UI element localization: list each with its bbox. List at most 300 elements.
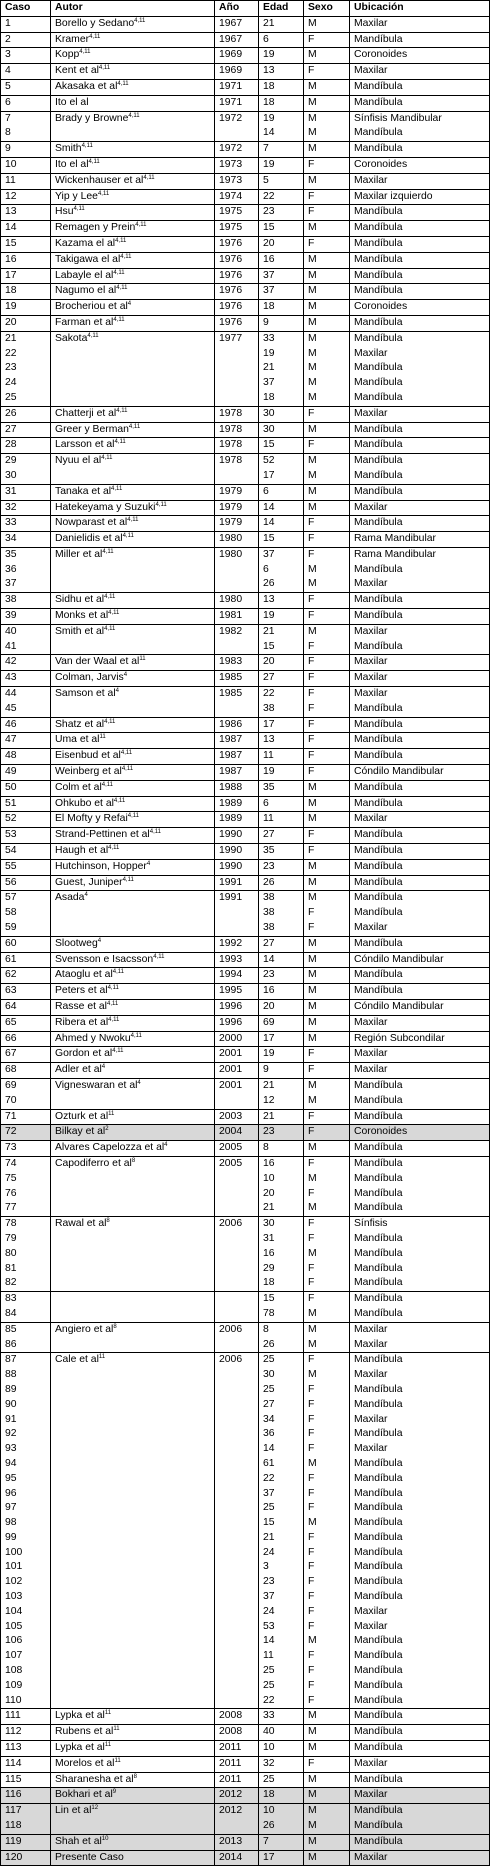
- reference-superscript: 10: [101, 1835, 109, 1842]
- ubicacion-cell-line: Mandíbula: [354, 1079, 403, 1091]
- edad-cell: [259, 484, 304, 500]
- ubicacion-cell-line: Mandíbula: [354, 1502, 403, 1514]
- caso-cell: [1, 252, 51, 268]
- caso-cell-line: 102: [5, 1576, 23, 1588]
- anio-cell: 1969: [215, 64, 259, 80]
- anio-cell: 2012: [215, 1788, 259, 1804]
- edad-cell: [259, 547, 304, 592]
- table-row: [1, 268, 490, 284]
- reference-superscript: 4,11: [116, 407, 128, 414]
- sexo-cell-line: M: [308, 174, 317, 186]
- reference-superscript: 4,11: [108, 610, 120, 617]
- anio-cell: 2008: [215, 1725, 259, 1741]
- caso-cell: [1, 142, 51, 158]
- reference-superscript: 4,11: [97, 190, 110, 197]
- table-row: [1, 284, 490, 300]
- sexo-cell: [304, 624, 350, 655]
- table-row: [1, 952, 490, 968]
- edad-cell: [259, 268, 304, 284]
- edad-cell: [259, 1322, 304, 1353]
- ubicacion-cell-line: Mandíbula: [354, 702, 403, 714]
- caso-cell-line: 52: [5, 813, 17, 825]
- ubicacion-cell-line: Mandíbula: [354, 845, 403, 857]
- sexo-cell-line: F: [308, 656, 315, 668]
- edad-cell: [259, 173, 304, 189]
- caso-cell-line: 19: [5, 301, 17, 313]
- edad-cell-line: 20: [263, 237, 275, 249]
- caso-cell-line: 9: [5, 143, 11, 155]
- anio-cell: 2006: [215, 1353, 259, 1709]
- edad-cell-line: 78: [263, 1307, 275, 1319]
- table-row: [1, 142, 490, 158]
- caso-cell-line: 32: [5, 501, 17, 513]
- sexo-cell: [304, 516, 350, 532]
- author-name: Ito el al: [55, 96, 89, 108]
- caso-cell: [1, 593, 51, 609]
- author-name: Ohkubo et al: [55, 797, 114, 809]
- autor-cell: [51, 1063, 215, 1079]
- reference-superscript: 4: [127, 301, 132, 308]
- anio-cell: 1996: [215, 1015, 259, 1031]
- reference-superscript: 8: [113, 1323, 117, 1330]
- sexo-cell: [304, 142, 350, 158]
- sexo-cell-line: M: [308, 112, 317, 124]
- caso-cell-line: 77: [5, 1202, 17, 1214]
- autor-cell: [51, 765, 215, 781]
- ubicacion-cell-line: Mandíbula: [354, 860, 403, 872]
- ubicacion-cell-line: Mandíbula: [354, 734, 403, 746]
- edad-cell-line: 14: [263, 127, 275, 139]
- caso-cell-line: 7: [5, 112, 11, 124]
- reference-superscript: 4: [164, 1142, 168, 1149]
- reference-superscript: 11: [114, 1757, 121, 1764]
- edad-cell-line: 30: [263, 1369, 275, 1381]
- table-row: [1, 95, 490, 111]
- edad-cell: [259, 422, 304, 438]
- author-name: Nagumo el al: [55, 285, 117, 297]
- sexo-cell: [304, 1015, 350, 1031]
- sexo-cell-line: F: [308, 1218, 315, 1230]
- reference-superscript: 4,11: [120, 750, 133, 757]
- anio-cell: 1980: [215, 532, 259, 548]
- ubicacion-cell: [350, 1141, 490, 1157]
- edad-cell-line: 14: [263, 953, 275, 965]
- ubicacion-cell-line: Mandíbula: [354, 253, 403, 265]
- ubicacion-cell: [350, 16, 490, 32]
- edad-cell: [259, 655, 304, 671]
- sexo-cell-line: F: [308, 548, 315, 560]
- author-name: Brocheriou et al: [55, 301, 128, 313]
- caso-cell: [1, 32, 51, 48]
- author-name: Ozturk et al: [55, 1110, 109, 1122]
- autor-cell: [51, 64, 215, 80]
- caso-cell: [1, 1725, 51, 1741]
- autor-cell: [51, 687, 215, 718]
- ubicacion-cell: [350, 236, 490, 252]
- caso-cell: [1, 1772, 51, 1788]
- reference-superscript: 4,11: [79, 49, 91, 56]
- sexo-cell: [304, 1834, 350, 1850]
- reference-superscript: 4,11: [155, 501, 167, 508]
- edad-cell-line: 18: [263, 80, 275, 92]
- reference-superscript: 9: [112, 1789, 117, 1796]
- sexo-cell: [304, 48, 350, 64]
- caso-cell-line: 93: [5, 1443, 17, 1455]
- author-name: Nowparast et al: [55, 517, 128, 529]
- edad-cell-line: 23: [263, 206, 275, 218]
- autor-cell: [51, 1109, 215, 1125]
- anio-cell: 2000: [215, 1031, 259, 1047]
- autor-cell: [51, 624, 215, 655]
- anio-cell: 1976: [215, 315, 259, 331]
- caso-cell-line: 114: [5, 1757, 22, 1769]
- ubicacion-cell-line: Mandíbula: [354, 1650, 403, 1662]
- caso-cell-line: 25: [5, 391, 17, 403]
- anio-cell: 1978: [215, 454, 259, 485]
- edad-cell-line: 30: [263, 1218, 275, 1230]
- caso-cell-line: 99: [5, 1531, 17, 1543]
- autor-cell: [51, 547, 215, 592]
- reference-superscript: 4,11: [108, 845, 120, 852]
- edad-cell-line: 19: [263, 1048, 275, 1060]
- caso-cell: [1, 268, 51, 284]
- reference-superscript: 4,11: [113, 797, 126, 804]
- sexo-cell-line: F: [308, 1443, 315, 1455]
- table-row: [1, 655, 490, 671]
- table-row: [1, 1788, 490, 1804]
- autor-cell: [51, 438, 215, 454]
- sexo-cell-line: M: [308, 485, 317, 497]
- ubicacion-cell-line: Maxilar: [354, 1605, 388, 1617]
- ubicacion-cell: [350, 749, 490, 765]
- sexo-cell-line: M: [308, 269, 317, 281]
- sexo-cell-line: M: [308, 1742, 317, 1754]
- table-row: [1, 331, 490, 406]
- autor-cell: [51, 516, 215, 532]
- autor-cell: [51, 1156, 215, 1216]
- edad-cell-line: 18: [263, 301, 275, 313]
- caso-cell: [1, 671, 51, 687]
- caso-cell-line: 61: [5, 953, 17, 965]
- edad-cell: [259, 1125, 304, 1141]
- caso-cell: [1, 284, 51, 300]
- reference-superscript: 12: [91, 1805, 99, 1812]
- reference-superscript: 4,11: [115, 237, 127, 244]
- reference-superscript: 4,11: [153, 953, 165, 960]
- ubicacion-cell-line: Mandíbula: [354, 485, 403, 497]
- author-name: Kazama el al: [55, 237, 116, 249]
- anio-cell: 1981: [215, 609, 259, 625]
- ubicacion-cell: [350, 1047, 490, 1063]
- reference-superscript: 4: [137, 1079, 141, 1086]
- autor-cell: [51, 859, 215, 875]
- caso-cell-line: 71: [5, 1110, 17, 1122]
- caso-cell-line: 103: [5, 1591, 23, 1603]
- caso-cell-line: 74: [5, 1157, 17, 1169]
- edad-cell: [259, 593, 304, 609]
- sexo-cell: [304, 765, 350, 781]
- author-name: Colman, Jarvis: [55, 672, 124, 684]
- ubicacion-cell: [350, 64, 490, 80]
- reference-superscript: 4: [84, 892, 88, 899]
- ubicacion-cell-line: Mandíbula: [354, 1172, 403, 1184]
- edad-cell: [259, 157, 304, 173]
- caso-cell-line: 23: [5, 362, 17, 374]
- edad-cell: [259, 1772, 304, 1788]
- table-row: [1, 1772, 490, 1788]
- edad-cell-line: 21: [263, 1079, 275, 1091]
- author-name: Capodiferro et al: [55, 1157, 132, 1169]
- table-row: [1, 828, 490, 844]
- caso-cell-line: 51: [5, 797, 17, 809]
- ubicacion-cell-line: Mandíbula: [354, 1835, 403, 1847]
- sexo-cell-line: F: [308, 1262, 315, 1274]
- edad-cell-line: 17: [263, 1851, 275, 1863]
- anio-cell: 1979: [215, 500, 259, 516]
- reference-superscript: 4: [101, 1064, 106, 1071]
- edad-cell-line: 27: [263, 829, 275, 841]
- ubicacion-cell: [350, 968, 490, 984]
- author-name: Sakota: [55, 332, 88, 344]
- caso-cell: [1, 300, 51, 316]
- ubicacion-cell: [350, 205, 490, 221]
- caso-cell-line: 108: [5, 1665, 23, 1677]
- ubicacion-cell-line: Mandíbula: [354, 937, 403, 949]
- sexo-cell: [304, 671, 350, 687]
- caso-cell-line: 40: [5, 625, 17, 637]
- caso-cell-line: 92: [5, 1428, 17, 1440]
- author-name: Monks et al: [55, 610, 109, 622]
- caso-cell: [1, 1353, 51, 1709]
- caso-cell-line: 11: [5, 174, 16, 186]
- edad-cell: [259, 79, 304, 95]
- edad-cell-line: 22: [263, 1694, 275, 1706]
- caso-cell: [1, 1788, 51, 1804]
- ubicacion-cell: [350, 189, 490, 205]
- ubicacion-cell: [350, 952, 490, 968]
- ubicacion-cell-line: Maxilar: [354, 1048, 388, 1060]
- ubicacion-cell: [350, 1741, 490, 1757]
- ubicacion-cell-line: Mandíbula: [354, 1232, 403, 1244]
- sexo-cell-line: F: [308, 1546, 315, 1558]
- caso-cell: [1, 1063, 51, 1079]
- reference-superscript: 4,11: [122, 876, 134, 883]
- reference-superscript: 4: [146, 860, 151, 867]
- anio-cell: 1994: [215, 968, 259, 984]
- autor-cell: [51, 1756, 215, 1772]
- edad-cell-line: 17: [263, 469, 275, 481]
- sexo-cell: [304, 221, 350, 237]
- edad-cell-line: 38: [263, 892, 275, 904]
- edad-cell-line: 11: [263, 1650, 274, 1662]
- reference-superscript: 11: [99, 734, 106, 741]
- caso-cell: [1, 236, 51, 252]
- ubicacion-cell-line: Mandíbula: [354, 829, 403, 841]
- caso-cell-line: 20: [5, 316, 17, 328]
- edad-cell-line: 21: [263, 625, 275, 637]
- caso-cell-line: 79: [5, 1232, 17, 1244]
- edad-cell: [259, 624, 304, 655]
- ubicacion-cell-line: Mandíbula: [354, 1679, 403, 1691]
- caso-cell-line: 107: [5, 1650, 23, 1662]
- edad-cell-line: 18: [263, 96, 275, 108]
- edad-cell: [259, 189, 304, 205]
- table-row: [1, 173, 490, 189]
- reference-superscript: 4,11: [112, 1048, 124, 1055]
- ubicacion-cell: [350, 655, 490, 671]
- table-row: [1, 1292, 490, 1323]
- edad-cell-line: 12: [263, 1094, 275, 1106]
- anio-cell: 1987: [215, 749, 259, 765]
- sexo-cell-line: F: [308, 33, 315, 45]
- caso-cell-line: 116: [5, 1789, 22, 1801]
- caso-cell-line: 89: [5, 1383, 17, 1395]
- ubicacion-cell-line: Coronoides: [354, 301, 408, 313]
- caso-cell: [1, 95, 51, 111]
- ubicacion-cell-line: Mandíbula: [354, 1110, 403, 1122]
- sexo-cell: [304, 844, 350, 860]
- caso-cell-line: 53: [5, 829, 17, 841]
- edad-cell-line: 15: [263, 1293, 275, 1305]
- table-row: [1, 780, 490, 796]
- author-name: Akasaka et al: [55, 80, 118, 92]
- ubicacion-cell: [350, 142, 490, 158]
- ubicacion-cell: [350, 1109, 490, 1125]
- author-name: Wickenhauser et al: [55, 174, 144, 186]
- edad-cell-line: 18: [263, 1277, 275, 1289]
- author-name: Farman et al: [55, 316, 114, 328]
- edad-cell: [259, 609, 304, 625]
- sexo-cell-line: M: [308, 285, 317, 297]
- ubicacion-cell: [350, 796, 490, 812]
- reference-superscript: 8: [131, 1157, 136, 1164]
- edad-cell-line: 23: [263, 1576, 275, 1588]
- sexo-cell-line: F: [308, 734, 315, 746]
- caso-cell-line: 75: [5, 1172, 17, 1184]
- ubicacion-cell-line: Mandíbula: [354, 1546, 403, 1558]
- author-name: Rubens et al: [55, 1726, 114, 1738]
- ubicacion-cell-line: Mandíbula: [354, 269, 403, 281]
- table-row: [1, 1834, 490, 1850]
- anio-cell: 1975: [215, 221, 259, 237]
- ubicacion-cell-line: Mandíbula: [354, 1742, 403, 1754]
- sexo-cell: [304, 1353, 350, 1709]
- caso-cell-line: 86: [5, 1338, 17, 1350]
- reference-superscript: 4,11: [121, 766, 134, 773]
- autor-cell: [51, 936, 215, 952]
- caso-cell: [1, 655, 51, 671]
- edad-cell-line: 31: [263, 1232, 275, 1244]
- edad-cell: [259, 32, 304, 48]
- anio-cell: 1995: [215, 984, 259, 1000]
- caso-cell-line: 28: [5, 439, 17, 451]
- reference-superscript: 4,11: [116, 285, 128, 292]
- caso-cell: [1, 1031, 51, 1047]
- autor-cell: [51, 1322, 215, 1353]
- table-row: [1, 64, 490, 80]
- sexo-cell: [304, 1217, 350, 1292]
- sexo-cell-line: M: [308, 1247, 317, 1259]
- table-row: [1, 1063, 490, 1079]
- caso-cell: [1, 796, 51, 812]
- caso-cell-line: 33: [5, 517, 17, 529]
- edad-cell-line: 5: [263, 174, 269, 186]
- autor-cell: [51, 32, 215, 48]
- caso-cell-line: 6: [5, 96, 11, 108]
- sexo-cell: [304, 936, 350, 952]
- sexo-cell-line: F: [308, 1293, 315, 1305]
- sexo-cell-line: M: [308, 222, 317, 234]
- sexo-cell: [304, 1804, 350, 1835]
- autor-cell: [51, 111, 215, 142]
- sexo-cell-line: F: [308, 907, 315, 919]
- anio-cell: 2006: [215, 1217, 259, 1292]
- edad-cell-line: 18: [263, 391, 275, 403]
- table-row: [1, 671, 490, 687]
- table-row: [1, 1756, 490, 1772]
- caso-cell-line: 81: [5, 1262, 17, 1274]
- edad-cell-line: 21: [263, 1202, 275, 1214]
- edad-cell: [259, 875, 304, 891]
- ubicacion-cell: [350, 1217, 490, 1292]
- table-row: [1, 1709, 490, 1725]
- caso-cell-line: 101: [5, 1561, 23, 1573]
- anio-cell: 1976: [215, 236, 259, 252]
- edad-cell: [259, 1834, 304, 1850]
- author-name: Remagen y Prein: [55, 222, 136, 234]
- table-row: [1, 968, 490, 984]
- edad-cell-line: 26: [263, 876, 275, 888]
- autor-cell: [51, 142, 215, 158]
- author-name: Ito el al: [55, 158, 89, 170]
- ubicacion-cell-line: Mandíbula: [354, 563, 403, 575]
- caso-cell-line: 65: [5, 1016, 17, 1028]
- caso-cell-line: 73: [5, 1142, 17, 1154]
- anio-cell: 1978: [215, 406, 259, 422]
- sexo-cell-line: F: [308, 1110, 315, 1122]
- caso-cell: [1, 936, 51, 952]
- ubicacion-cell: [350, 828, 490, 844]
- anio-cell: 2001: [215, 1047, 259, 1063]
- caso-cell-line: 27: [5, 423, 17, 435]
- author-name: Adler et al: [55, 1064, 102, 1076]
- table-row: [1, 1741, 490, 1757]
- anio-cell: 1983: [215, 655, 259, 671]
- autor-cell: [51, 500, 215, 516]
- ubicacion-cell-line: Mandíbula: [354, 1576, 403, 1588]
- anio-cell: 1990: [215, 859, 259, 875]
- table-row: [1, 189, 490, 205]
- sexo-cell-line: M: [308, 860, 317, 872]
- reference-superscript: 4,11: [87, 332, 99, 339]
- ubicacion-cell: [350, 609, 490, 625]
- caso-cell: [1, 844, 51, 860]
- ubicacion-cell-line: Maxilar: [354, 922, 388, 934]
- ubicacion-cell-line: Mandíbula: [354, 1710, 403, 1722]
- edad-cell-line: 24: [263, 1546, 275, 1558]
- reference-superscript: 4,11: [108, 1016, 120, 1023]
- sexo-cell: [304, 205, 350, 221]
- autor-cell: [51, 1000, 215, 1016]
- sexo-cell-line: M: [308, 347, 317, 359]
- edad-cell-line: 11: [263, 750, 274, 762]
- sexo-cell-line: F: [308, 688, 315, 700]
- edad-cell-line: 61: [263, 1457, 275, 1469]
- sexo-cell-line: F: [308, 1620, 315, 1632]
- ubicacion-cell-line: Maxilar: [354, 1443, 388, 1455]
- table-row: [1, 765, 490, 781]
- edad-cell-line: 30: [263, 407, 275, 419]
